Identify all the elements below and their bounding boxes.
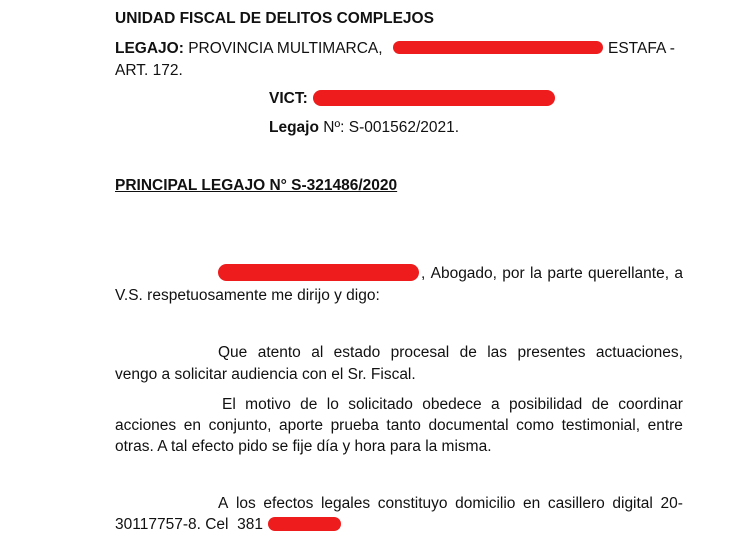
word: por bbox=[502, 265, 525, 282]
word: solicitado bbox=[348, 396, 413, 413]
word: de bbox=[459, 344, 477, 361]
legajo-line bbox=[115, 39, 383, 59]
word: en bbox=[523, 495, 541, 512]
word: domicilio bbox=[455, 495, 516, 512]
legajo-label: LEGAJO: bbox=[115, 40, 184, 57]
word: Abogado, bbox=[430, 265, 497, 282]
word: en bbox=[183, 417, 201, 434]
word: de bbox=[300, 396, 318, 413]
word: acciones bbox=[115, 417, 177, 434]
word: la bbox=[529, 265, 543, 282]
word: digital bbox=[612, 495, 653, 512]
word: aporte bbox=[279, 417, 323, 434]
legajo-secondary-label: Legajo bbox=[269, 119, 319, 136]
word: atento bbox=[257, 344, 301, 361]
word: El bbox=[222, 396, 236, 413]
paragraph-4-line-2: 30117757-8. Cel 381 bbox=[115, 516, 263, 533]
word: A bbox=[218, 495, 229, 512]
word: testimonial, bbox=[561, 417, 641, 434]
word: Que bbox=[218, 344, 248, 361]
word: los bbox=[235, 495, 256, 512]
paragraph-2-line-2: vengo a solicitar audiencia con el Sr. Fiscal. bbox=[115, 366, 416, 383]
word: motivo bbox=[245, 396, 291, 413]
redaction-bar bbox=[313, 90, 555, 106]
principal-legajo-heading: PRINCIPAL LEGAJO N° S-321486/2020 bbox=[115, 177, 398, 194]
redaction-bar bbox=[218, 264, 419, 281]
word: prueba bbox=[330, 417, 379, 434]
redaction-bar bbox=[268, 517, 341, 531]
legajo-text-c: ART. 172. bbox=[115, 62, 183, 79]
word: lo bbox=[326, 396, 339, 413]
word: a bbox=[491, 396, 500, 413]
word: parte bbox=[547, 265, 583, 282]
word: coordinar bbox=[618, 396, 683, 413]
word: a bbox=[674, 265, 683, 282]
paragraph-1-line-1 bbox=[421, 264, 683, 284]
legajo-text-a: PROVINCIA MULTIMARCA, bbox=[188, 40, 383, 57]
paragraph-2-line-1 bbox=[218, 343, 683, 363]
word: de bbox=[591, 396, 609, 413]
word: presentes bbox=[517, 344, 586, 361]
word: entre bbox=[647, 417, 683, 434]
word: procesal bbox=[390, 344, 450, 361]
legajo-secondary-number: Nº: S-001562/2021. bbox=[323, 119, 460, 136]
word: estado bbox=[333, 344, 381, 361]
word: casillero bbox=[547, 495, 605, 512]
vict-label: VICT: bbox=[269, 90, 308, 107]
word: al bbox=[311, 344, 324, 361]
paragraph-4-line-1 bbox=[218, 494, 683, 514]
redaction-bar bbox=[393, 41, 603, 54]
word: legales bbox=[320, 495, 371, 512]
word: documental bbox=[428, 417, 509, 434]
word: obedece bbox=[422, 396, 482, 413]
paragraph-1-line-2: V.S. respetuosamente me dirijo y digo: bbox=[115, 287, 380, 304]
legajo-text-b: ESTAFA - bbox=[608, 40, 675, 57]
paragraph-3-line-1 bbox=[222, 395, 683, 415]
word: 20- bbox=[660, 495, 683, 512]
word: posibilidad bbox=[509, 396, 583, 413]
word: querellante, bbox=[588, 265, 670, 282]
word: constituyo bbox=[377, 495, 448, 512]
word: las bbox=[487, 344, 508, 361]
word: tanto bbox=[386, 417, 421, 434]
paragraph-3-line-2 bbox=[115, 416, 683, 436]
word: como bbox=[516, 417, 555, 434]
paragraph-3-line-3: otras. A tal efecto pido se fije día y hora para la misma. bbox=[115, 438, 492, 455]
word: , bbox=[421, 265, 426, 282]
word: efectos bbox=[263, 495, 314, 512]
unit-heading: UNIDAD FISCAL DE DELITOS COMPLEJOS bbox=[115, 10, 434, 27]
word: conjunto, bbox=[208, 417, 272, 434]
word: actuaciones, bbox=[595, 344, 683, 361]
legajo-secondary bbox=[269, 118, 459, 138]
